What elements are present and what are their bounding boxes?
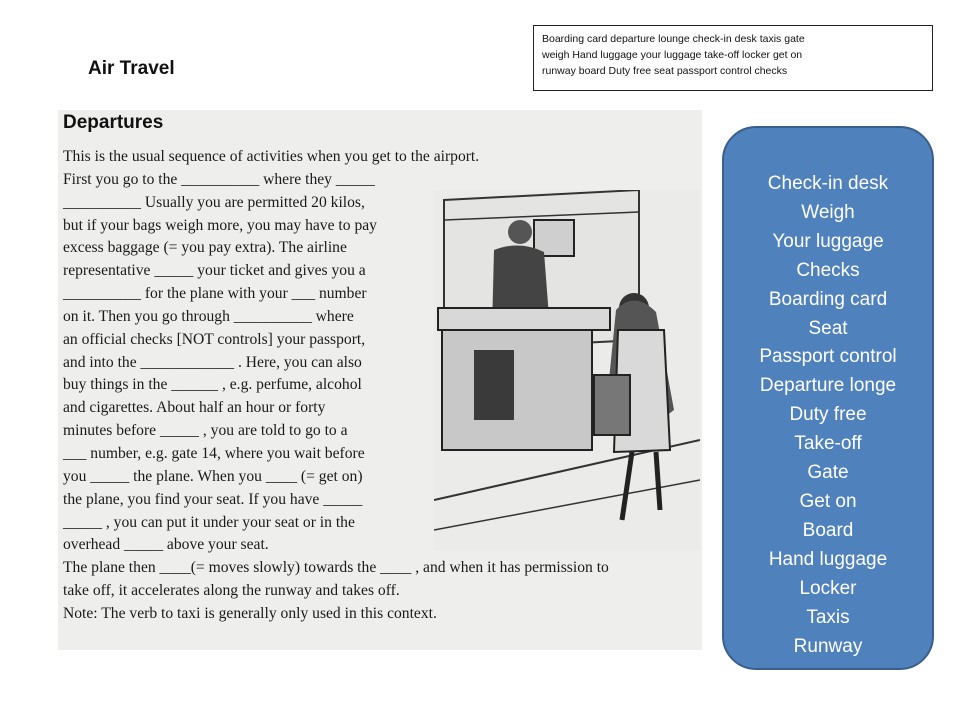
answer-item: Your luggage <box>772 230 884 252</box>
exercise-scan <box>58 110 702 650</box>
exercise-line: the plane, you find your seat. If you have _____ <box>63 490 363 508</box>
answer-item: Taxis <box>806 606 850 628</box>
answer-item: Locker <box>799 577 857 599</box>
exercise-line: ___ number, e.g. gate 14, where you wait before <box>63 444 365 462</box>
exercise-line: on it. Then you go through __________ where <box>63 307 354 325</box>
exercise-line: and into the ____________ . Here, you can also <box>63 353 362 371</box>
exercise-line: This is the usual sequence of activities when you get to the airport. <box>63 148 480 165</box>
exercise-line: you _____ the plane. When you ____ (= get on) <box>63 467 363 485</box>
answer-key-box <box>722 126 934 670</box>
answer-item: Runway <box>793 635 863 657</box>
answer-item: Take-off <box>794 433 862 455</box>
answer-item: Get on <box>799 490 857 512</box>
word-box-line: weigh Hand luggage your luggage take-off locker get on <box>542 49 803 61</box>
exercise-line: an official checks [NOT controls] your passport, <box>63 330 366 348</box>
exercise-heading: Departures <box>63 112 164 133</box>
word-box-line: runway board Duty free seat passport control checks <box>542 65 788 77</box>
word-box-line: Boarding card departure lounge check-in desk taxis gate <box>542 33 805 45</box>
exercise-line: Note: The verb to taxi is generally only used in this context. <box>63 604 437 622</box>
exercise-line: but if your bags weigh more, you may have to pay <box>63 216 377 234</box>
exercise-line: representative _____ your ticket and gives you a <box>63 262 366 280</box>
check-in-illustration <box>434 190 700 550</box>
exercise-line: __________ Usually you are permitted 20 kilos, <box>63 193 365 211</box>
exercise-line: First you go to the __________ where they _____ <box>63 170 375 188</box>
exercise-line: __________ for the plane with your ___ number <box>63 285 367 303</box>
answer-item: Boarding card <box>768 288 888 310</box>
page-title: Air Travel <box>88 58 175 79</box>
answer-item: Checks <box>796 259 860 281</box>
exercise-line: buy things in the ______ , e.g. perfume, alcohol <box>63 376 362 394</box>
exercise-line: _____ , you can put it under your seat or in the <box>63 513 355 531</box>
exercise-line: minutes before _____ , you are told to go to a <box>63 422 348 440</box>
exercise-line: take off, it accelerates along the runway and takes off. <box>63 582 400 600</box>
exercise-line: overhead _____ above your seat. <box>63 536 269 554</box>
exercise-line: excess baggage (= you pay extra). The airline <box>63 239 347 257</box>
answer-item: Weigh <box>801 201 855 223</box>
exercise-line: The plane then ____(= moves slowly) towards the ____ , and when it has permission to <box>63 559 609 577</box>
answer-item: Departure longe <box>759 375 897 397</box>
exercise-line: and cigarettes. About half an hour or forty <box>63 399 326 417</box>
answer-item: Gate <box>807 462 849 484</box>
answer-item: Seat <box>808 317 848 339</box>
answer-item: Duty free <box>789 404 867 426</box>
answer-item: Hand luggage <box>768 548 888 570</box>
answer-item: Passport control <box>759 346 897 368</box>
word-box <box>533 25 933 91</box>
answer-item: Check-in desk <box>767 173 889 194</box>
answer-item: Board <box>802 519 854 541</box>
